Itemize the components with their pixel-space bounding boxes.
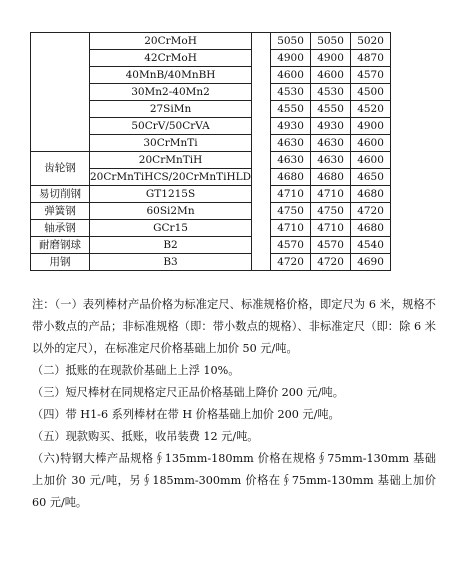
price-cell: 4720 xyxy=(351,203,391,220)
price-cell: 4870 xyxy=(351,50,391,67)
category-cell: 用钢 xyxy=(31,254,90,271)
price-cell: 4530 xyxy=(271,84,311,101)
spec-cell: 50CrV/50CrVA xyxy=(90,118,252,135)
price-cell: 4680 xyxy=(351,220,391,237)
price-cell: 4900 xyxy=(311,50,351,67)
price-cell: 4600 xyxy=(351,152,391,169)
price-cell: 4550 xyxy=(271,101,311,118)
price-cell: 4900 xyxy=(271,50,311,67)
table-row xyxy=(31,203,391,220)
price-cell: 5050 xyxy=(311,33,351,50)
spec-cell: 30Mn2-40Mn2 xyxy=(90,84,252,101)
spec-cell: 40MnB/40MnBH xyxy=(90,67,252,84)
price-cell: 4630 xyxy=(311,135,351,152)
spec-cell: 20CrMnTiHCS/20CrMnTiHLD xyxy=(90,169,252,186)
price-cell: 4540 xyxy=(351,237,391,254)
price-cell: 4600 xyxy=(271,67,311,84)
table-row xyxy=(31,254,391,271)
price-cell: 5020 xyxy=(351,33,391,50)
price-cell: 4600 xyxy=(351,135,391,152)
price-cell: 4680 xyxy=(311,169,351,186)
price-cell: 4630 xyxy=(271,152,311,169)
spec-cell: B2 xyxy=(90,237,252,254)
table-row xyxy=(31,152,391,169)
spec-cell: GT1215S xyxy=(90,186,252,203)
category-cell xyxy=(31,33,90,152)
price-cell: 4650 xyxy=(351,169,391,186)
price-cell: 4750 xyxy=(311,203,351,220)
price-cell: 4520 xyxy=(351,101,391,118)
price-cell: 4710 xyxy=(311,220,351,237)
price-cell: 4710 xyxy=(271,220,311,237)
price-cell: 4570 xyxy=(311,237,351,254)
price-table xyxy=(30,32,391,271)
price-cell: 4710 xyxy=(311,186,351,203)
price-cell: 4710 xyxy=(271,186,311,203)
price-cell: 4500 xyxy=(351,84,391,101)
spec-cell: 20CrMnTiH xyxy=(90,152,252,169)
category-cell: 易切削钢 xyxy=(31,186,90,203)
price-cell: 4550 xyxy=(311,101,351,118)
price-cell: 4900 xyxy=(351,118,391,135)
price-cell: 4570 xyxy=(271,237,311,254)
price-cell: 4630 xyxy=(311,152,351,169)
note-2: （三）短尺棒材在同规格定尺正品价格基础上降价 200 元/吨。 xyxy=(32,386,344,399)
spec-cell: GCr15 xyxy=(90,220,252,237)
spec-cell: 27SiMn xyxy=(90,101,252,118)
table-row xyxy=(31,237,391,254)
category-cell: 齿轮钢 xyxy=(31,152,90,186)
spec-cell: 20CrMoH xyxy=(90,33,252,50)
spec-cell: 42CrMoH xyxy=(90,50,252,67)
spec-cell: B3 xyxy=(90,254,252,271)
price-cell: 4600 xyxy=(311,67,351,84)
price-cell: 4720 xyxy=(311,254,351,271)
price-cell: 4720 xyxy=(271,254,311,271)
price-cell: 4530 xyxy=(311,84,351,101)
table-row xyxy=(31,33,391,50)
price-cell: 4930 xyxy=(271,118,311,135)
spec-cell: 60Si2Mn xyxy=(90,203,252,220)
price-cell: 4680 xyxy=(351,186,391,203)
note-0: 注：（一）表列棒材产品价格为标准定尺、标准规格价格，即定尺为 6 米，规格不带小数点的产品；非标准规格（即：带小数点的规格）、非标准定尺（即：除 6 米以外的定尺），在标准定尺价格基础上加价 50 元/吨。 xyxy=(32,298,436,355)
note-1: （二）抵账的在现款价基础上上浮 10%。 xyxy=(32,364,240,377)
note-4: （五）现款购买、抵账，收吊装费 12 元/吨。 xyxy=(32,430,259,443)
note-3: （四）带 H1-6 系列棒材在带 H 价格基础上加价 200 元/吨。 xyxy=(32,408,340,421)
price-cell: 4690 xyxy=(351,254,391,271)
category-cell: 轴承钢 xyxy=(31,220,90,237)
price-cell: 4630 xyxy=(271,135,311,152)
price-cell: 4930 xyxy=(311,118,351,135)
price-cell: 4570 xyxy=(351,67,391,84)
price-cell: 4680 xyxy=(271,169,311,186)
notes-section xyxy=(32,294,436,514)
spec-cell: 30CrMnTi xyxy=(90,135,252,152)
table-row xyxy=(31,220,391,237)
price-cell: 5050 xyxy=(271,33,311,50)
table-row xyxy=(31,186,391,203)
category-cell: 弹簧钢 xyxy=(31,203,90,220)
note-5: （六)特钢大棒产品规格∮135mm-180mm 价格在规格∮75mm-130mm 基础上加价 30 元/吨，另∮185mm-300mm 价格在∮75mm-130mm 基础上加价 60 元/吨。 xyxy=(32,452,436,509)
category-cell: 耐磨钢球 xyxy=(31,237,90,254)
price-cell: 4750 xyxy=(271,203,311,220)
blank-column xyxy=(252,33,271,271)
